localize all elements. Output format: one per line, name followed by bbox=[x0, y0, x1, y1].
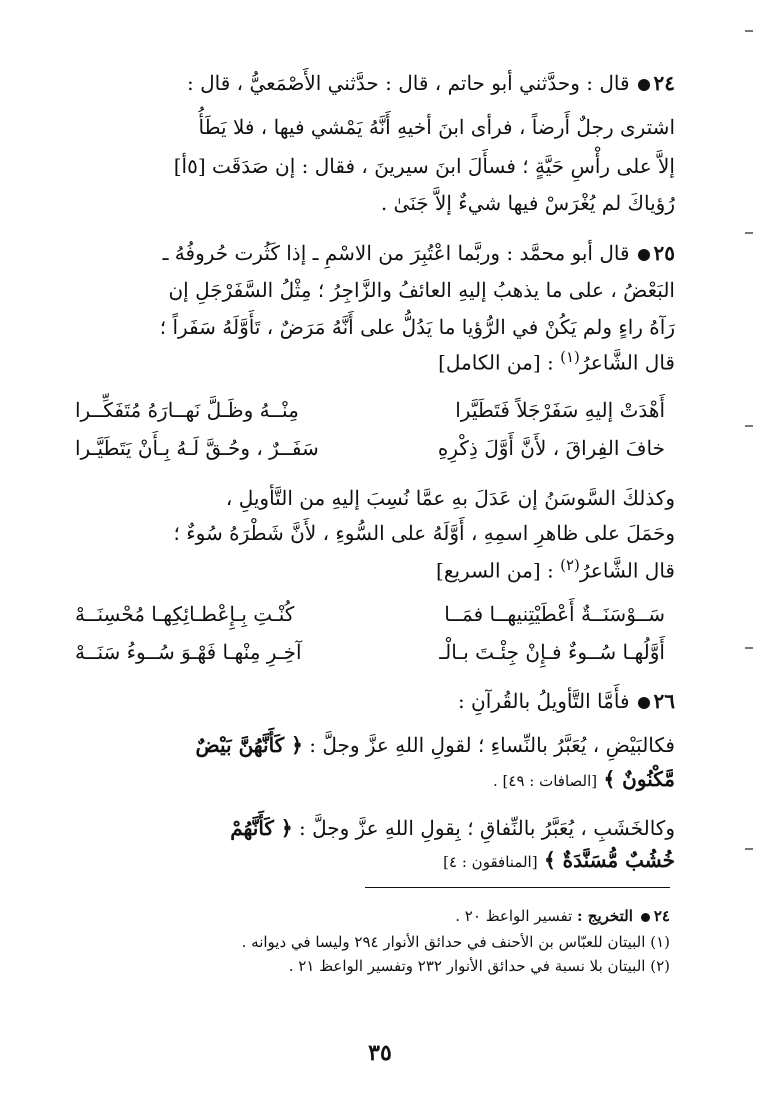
bullet-icon bbox=[638, 697, 650, 709]
bullet-icon bbox=[641, 913, 650, 922]
footnote-2: (٢) البيتان بلا نسبة في حدائق الأنوار ٢٣٢ وتفسير الواعظ ٢١ . bbox=[288, 957, 670, 975]
sec26-p1-line-2 bbox=[75, 766, 675, 794]
quran-quote-1a: ﴿ كَأَنَّهُنَّ بَيْضٌ bbox=[195, 733, 303, 757]
page-number: ٣٥ bbox=[368, 1040, 392, 1066]
verse-1-first-hemistich: أَهْدَتْ إليهِ سَفَرْجَلاً فَتَطَيَّرا bbox=[455, 398, 665, 422]
sec26-p1-line-1: فكالبَيْضِ ، يُعَبَّرُ بالنِّساءِ ؛ لقولِ اللهِ عزَّ وجلَّ : ﴿ كَأَنَّهُنَّ بَيْضٌ bbox=[195, 733, 675, 757]
meter-label-2: : [من السريع] bbox=[436, 558, 554, 583]
sec25-text-1: قال أبو محمَّد : وربَّما اعْتُبِرَ من الاسْمِ ـ إذا كَثُرت حُروفُهُ ـ bbox=[162, 241, 630, 265]
verse-4-first-hemistich: أَوَّلُهـا سُــوءٌ فـإِنْ جِئْـتَ بـالْـ bbox=[439, 640, 665, 664]
verse-1-second-hemistich: مِنْــهُ وظَـلَّ نَهــارَهُ مُتَفَكِّــرا bbox=[75, 398, 299, 422]
verse-2-second-hemistich: سَفَــرٌ ، وحُـقَّ لَـهُ بِـأَنْ يَتَطَيَّـرا bbox=[75, 436, 319, 460]
sec25-line-1 bbox=[75, 240, 675, 266]
verse-3 bbox=[75, 600, 665, 628]
sec24-text-1: قال : وحدَّثني أبو حاتم ، قال : حدَّثني الأَصْمَعيُّ ، قال : bbox=[187, 71, 630, 95]
verse-3-second-hemistich: كُنْـتِ بِـإِعْطـائِكِهـا مُحْسِنَــهْ bbox=[75, 602, 295, 626]
sec26-p2-line-2 bbox=[75, 847, 675, 875]
quran-quote-1b: مَّكْنُونٌ ﴾ bbox=[603, 767, 675, 791]
sec24-line-2: اشترى رجلٌ أَرضاً ، فرأى ابنَ أخيهِ أَنَّهُ يَمْشي فيها ، فلا يَطَأُ bbox=[198, 115, 675, 139]
footnote-divider bbox=[365, 887, 670, 888]
poet-intro-1: قال الشَّاعرُ$^{(١)}$ : [من الكامل] bbox=[438, 348, 675, 375]
sec24-line-3: إلاَّ على رأْسِ حَيَّةٍ ؛ فسأَلَ ابنَ سيرينَ ، فقال : إن صَدَقَت [٥أ] bbox=[173, 154, 675, 178]
margin-mark bbox=[745, 232, 753, 234]
sec26-number: ٢٦ bbox=[653, 689, 675, 713]
poet-intro-2: قال الشَّاعرُ$^{(٢)}$ : [من السريع] bbox=[436, 556, 675, 583]
bullet-icon bbox=[638, 79, 650, 91]
verse-1 bbox=[75, 396, 665, 424]
quran-quote-2b: خُشُبٌ مُّسَنَّدَةٌ ﴾ bbox=[543, 848, 675, 872]
sec26-p2-line-1: وكالخَشَبِ ، يُعَبَّرُ بالنِّفاقِ ؛ بِقولِ اللهِ عزَّ وجلَّ : ﴿ كَأَنَّهُمْ bbox=[230, 816, 675, 840]
footnote-1: (١) البيتان للعبّاس بن الأحنف في حدائق الأنوار ٢٩٤ وليسا في ديوانه . bbox=[241, 933, 670, 951]
margin-mark bbox=[745, 848, 753, 850]
sec26-heading-line bbox=[75, 688, 675, 714]
sec24-line-1 bbox=[75, 70, 675, 96]
sec24-number: ٢٤ bbox=[653, 71, 675, 95]
verse-3-first-hemistich: سَــوْسَنَــةٌ أَعْطَيْتِنيهــا فمَــا bbox=[444, 602, 665, 626]
verse-2-first-hemistich: خافَ الفِراقَ ، لأَنَّ أَوَّلَ ذِكْرِهِ bbox=[437, 436, 665, 460]
margin-mark bbox=[745, 30, 753, 32]
verse-2 bbox=[75, 434, 665, 462]
sec26-heading: فأَمَّا التَّأويلُ بالقُرآنِ : bbox=[457, 689, 630, 713]
footnote-ref-2: (٢) bbox=[560, 556, 580, 574]
sec25-para-2-line-1: وكذلكَ السَّوسَنُ إن عَدَلَ بهِ عمَّا نُسِبَ إليهِ من التَّأويلِ ، bbox=[225, 486, 675, 510]
sec25-para-2-line-2: وحَمَلَ على ظاهرِ اسمِهِ ، أَوَّلَهُ على السُّوءِ ، لأَنَّ شَطْرَهُ سُوءٌ ؛ bbox=[173, 521, 675, 545]
footnote-ref-1: (١) bbox=[560, 348, 580, 366]
quran-quote-2a: ﴿ كَأَنَّهُمْ bbox=[230, 816, 293, 840]
quran-ref-1: [الصافات : ٤٩] . bbox=[493, 772, 598, 790]
margin-mark bbox=[745, 425, 753, 427]
margin-mark bbox=[745, 647, 753, 649]
sec25-number: ٢٥ bbox=[653, 241, 675, 265]
footnote-takhrij: ٢٤التخريج : تفسير الواعظ ٢٠ . bbox=[455, 907, 670, 925]
sec24-line-4: رُؤياكَ لم يُغْرَسْ فيها شيءٌ إلاَّ جَنَىٰ . bbox=[380, 191, 675, 215]
quran-ref-2: [المنافقون : ٤] bbox=[443, 853, 538, 871]
bullet-icon bbox=[638, 249, 650, 261]
verse-4-second-hemistich: آخِـرِ مِنْهـا فَهْـوَ سُــوءُ سَنَــهْ bbox=[75, 640, 302, 664]
sec25-line-3: رَآهُ راءٍ ولم يَكُنْ في الرُّؤيا ما يَدُلُّ على أَنَّهُ مَرَضٌ ، تَأَوَّلَهُ سَفَراً ؛ bbox=[159, 315, 675, 339]
verse-4 bbox=[75, 638, 665, 666]
meter-label-1: : [من الكامل] bbox=[438, 350, 554, 375]
sec25-line-2: البَعْضُ ، على ما يذهبُ إليهِ العائفُ والزَّاجِرُ ؛ مِثْلُ السَّفَرْجَلِ إن bbox=[168, 278, 675, 302]
